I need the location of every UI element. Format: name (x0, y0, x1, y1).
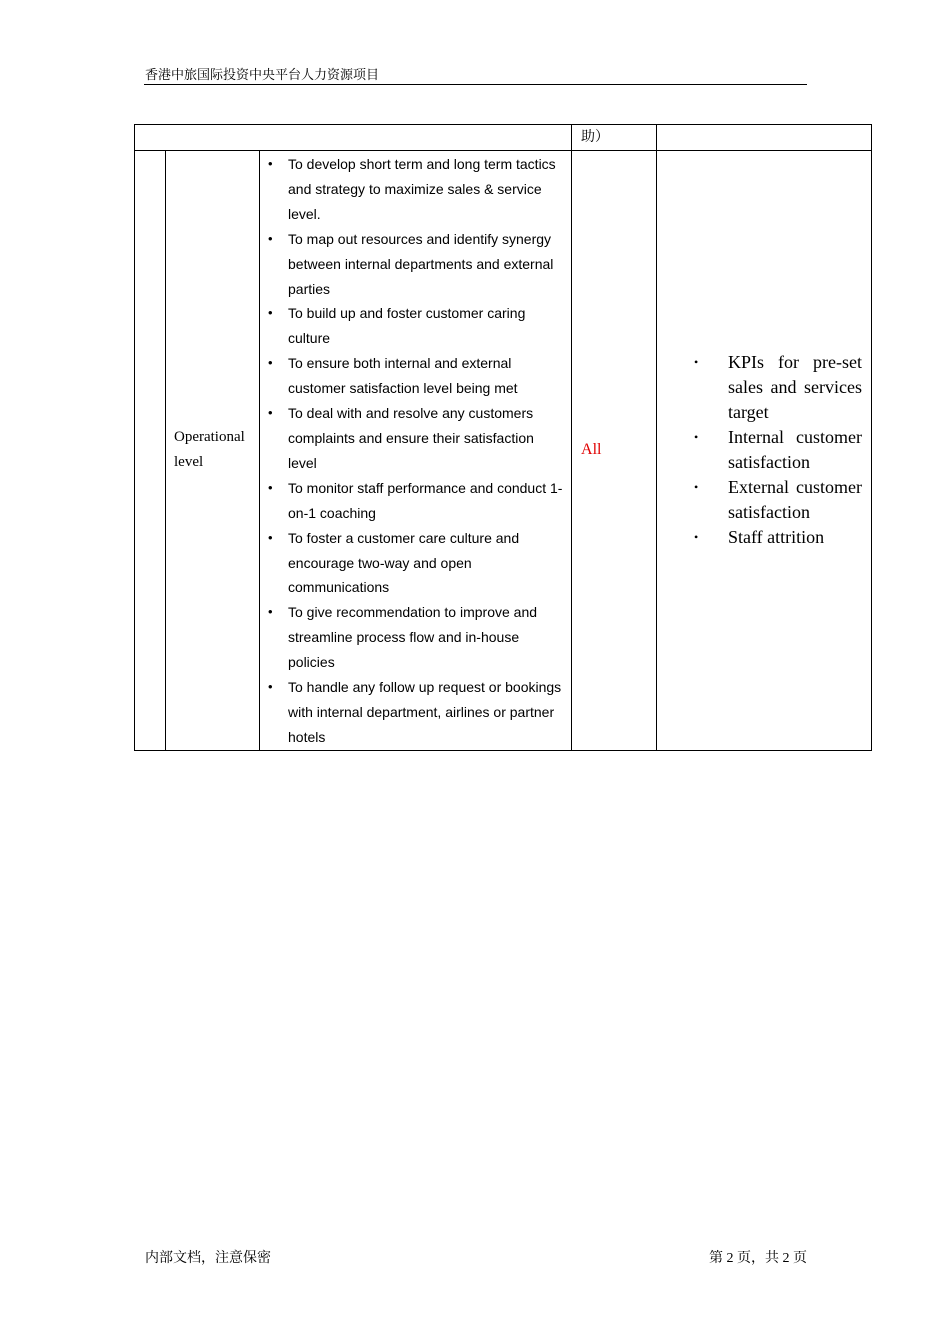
footer-confidential-note: 内部文档，注意保密 (145, 1251, 271, 1266)
list-item: • KPIs for pre-set sales and services target (694, 350, 862, 425)
list-item: • To deal with and resolve any customers complaints and ensure their satisfaction level (266, 401, 565, 476)
list-item: • To monitor staff performance and conduct 1-on-1 coaching (266, 476, 565, 526)
table-cell-note: 助） (572, 125, 657, 151)
table-row (135, 125, 872, 151)
list-item: • To develop short term and long term tactics and strategy to maximize sales & service level. (266, 152, 565, 227)
kpi-cell (657, 151, 872, 751)
table-cell-empty (657, 125, 872, 151)
header-divider (144, 84, 807, 85)
list-item: • Internal customer satisfaction (694, 425, 862, 475)
table-cell-empty (135, 125, 572, 151)
responsibility-table (134, 124, 872, 751)
table-cell-index (135, 151, 166, 751)
list-item: • To build up and foster customer caring culture (266, 301, 565, 351)
scope-cell: All (572, 151, 657, 751)
table-row (135, 151, 872, 751)
list-item: • To handle any follow up request or bookings with internal department, airlines or partner hotels (266, 675, 565, 750)
page-header-title: 香港中旅国际投资中央平台人力资源项目 (145, 67, 380, 82)
kpi-list (694, 350, 862, 550)
list-item: • To ensure both internal and external customer satisfaction level being met (266, 351, 565, 401)
list-item: • External customer satisfaction (694, 475, 862, 525)
list-item: • To foster a customer care culture and encourage two-way and open communications (266, 526, 565, 601)
task-list (266, 152, 565, 750)
level-cell: Operational level (166, 151, 260, 751)
footer-page-number: 第 2 页，共 2 页 (709, 1251, 807, 1266)
list-item: • To give recommendation to improve and streamline process flow and in-house policies (266, 600, 565, 675)
list-item: • To map out resources and identify synergy between internal departments and external parties (266, 227, 565, 302)
list-item: • Staff attrition (694, 525, 862, 550)
tasks-cell (260, 151, 572, 751)
